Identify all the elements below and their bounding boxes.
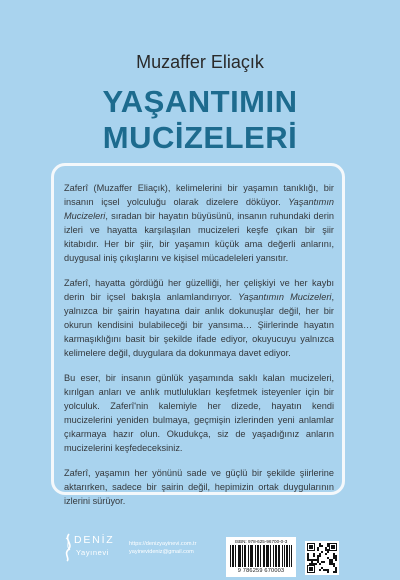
publisher-contact <box>129 540 196 556</box>
title-line-2: MUCİZELERİ <box>102 120 298 155</box>
blurb-run: Zaferî, hayatta gördüğü her güzelliği, her çelişkiyi ve her kaybı derin bir içsel bakışla anlamlandırıyor. <box>64 278 334 302</box>
blurb-paragraph <box>64 181 334 265</box>
blurb-run: Bu eser, bir insanın günlük yaşamında saklı kalan mucizeleri, kırılgan anları ve anlık mutlulukları keşfetmek isteyenler için bir yolculuk. Zaferî'nin kalemiyle her dizede, hayatın kendi mucizelerini yeniden bulmaya, geçmişin izlerinden yeni anlamlar çıkarmaya hazır olun. Okudukça, siz de yaşadığınız anların mucizelerini keşfedeceksiniz. <box>64 373 334 453</box>
barcode <box>226 537 296 577</box>
publisher-logo <box>62 532 115 566</box>
publisher-name: DENİZ <box>74 534 115 546</box>
blurb-run: Zaferî, yaşamın her yönünü sade ve güçlü bir şekilde şiirlerine aktarırken, sadece bir şairin değil, hepimizin ortak duygularının izlerini sürüyor. <box>64 468 334 506</box>
publisher-email[interactable]: yayinevideniz@gmail.com <box>129 549 194 555</box>
publisher-subtitle: Yayınevi <box>76 548 110 557</box>
barcode-number: 9 786259 670003 <box>237 568 285 574</box>
blurb-run: , yalnızca bir şairin hayatına dair anlık dokunuşlar değil, her bir okurun kendisini bulabileceği bir yansıma… Şiirlerinde hayatın karmaşıklığını basit bir şekilde ifade ediyor, okuyucuyu yalnızca kelimelere değil, duygulara da dokunmaya davet ediyor. <box>64 292 334 358</box>
blurb-paragraph <box>64 276 334 360</box>
blurb-run: , sıradan bir hayatın büyüsünü, insanın ruhundaki derin izleri ve hayatta karşılaşılan mucizeleri keşfe çıkan bir şiir kitabıdır. Her bir şiir, bir yaşamın küçük ama değerli anlarını, duygusal iniş çıkışlarını ve kişisel mücadeleleri yansıtır. <box>64 211 334 263</box>
author-name: Muzaffer Eliaçık <box>136 52 264 72</box>
isbn-label: ISBN: 978-625-96700-0-3 <box>234 539 288 544</box>
book-title-italic: Yaşantımın Mucizeleri <box>64 197 334 221</box>
publisher-website[interactable]: https://denizyayinevi.com.tr <box>129 541 197 547</box>
qr-code-icon <box>305 541 339 575</box>
blurb-text <box>64 181 334 519</box>
barcode-bars <box>230 545 292 567</box>
title-line-1: YAŞANTIMIN <box>102 84 298 119</box>
book-title <box>0 84 400 156</box>
blurb-paragraph <box>64 371 334 455</box>
blurb-run: Zaferî (Muzaffer Eliaçık), kelimelerini bir yaşamın tanıklığı, bir insanın içsel yolculuğu olarak dizelere döküyor. <box>64 183 334 207</box>
book-title-italic: Yaşantımın Mucizeleri <box>238 292 332 302</box>
blurb-paragraph <box>64 466 334 508</box>
